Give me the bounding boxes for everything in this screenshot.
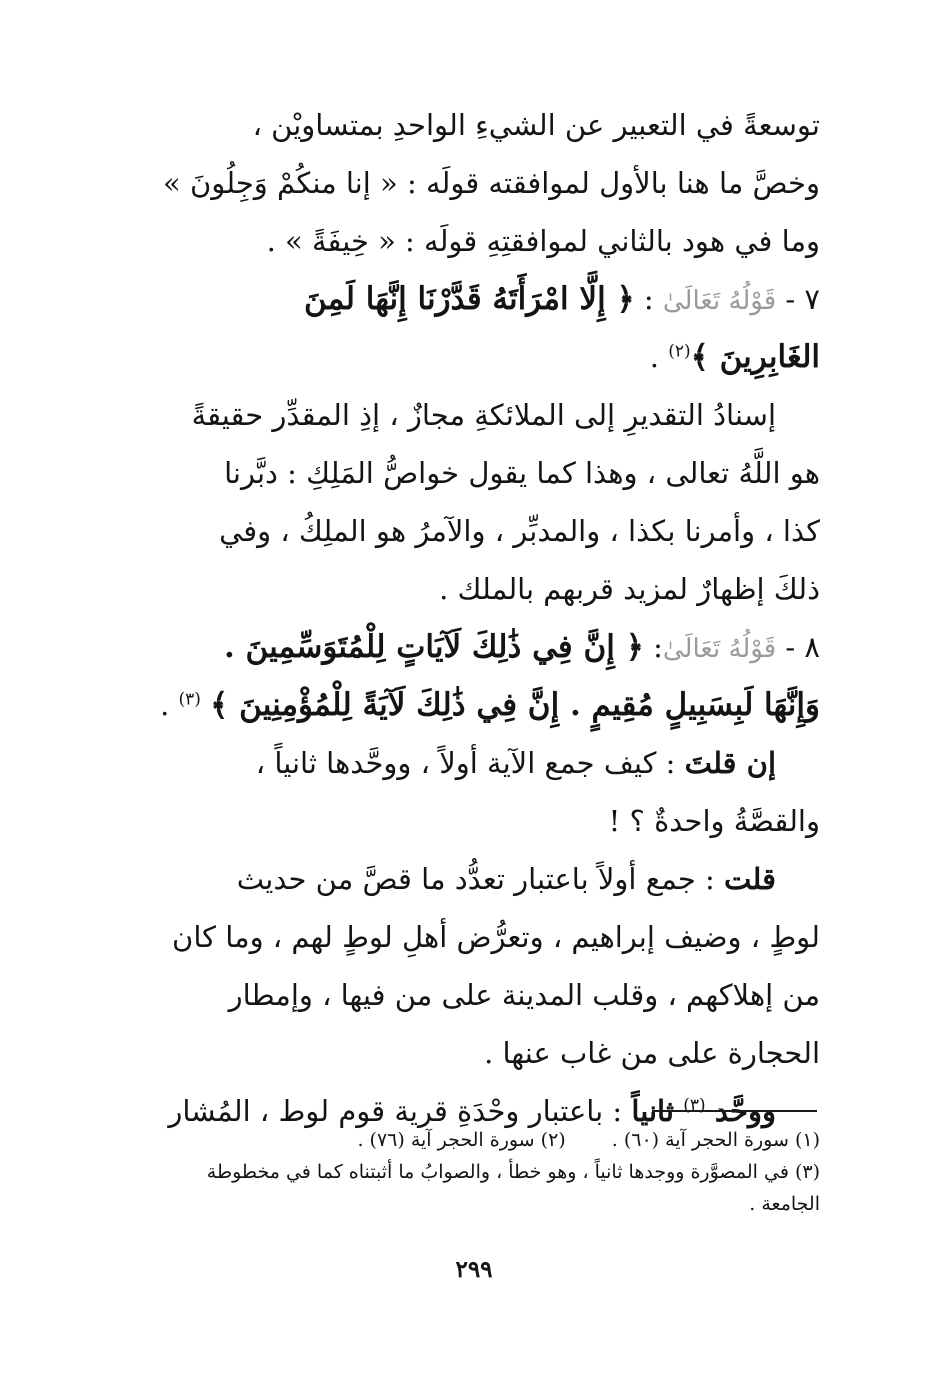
text-line: والقصَّةُ واحدةٌ ؟ ! [608, 804, 820, 838]
text-line: لوطٍ ، وضيف إبراهيم ، وتعرُّض أهلِ لوطٍ لهم ، وما كان [172, 920, 820, 954]
verse-7-line-2 [160, 328, 820, 386]
footnote-line [160, 1124, 820, 1156]
verse-7-line-1 [160, 270, 820, 328]
verse-number: ٧ - [785, 282, 820, 316]
colon: : [653, 630, 663, 664]
quran-text: ﴿ إِنَّ فِي ذَٰلِكَ لَآيَاتٍ لِلْمُتَوَسِّمِينَ . [223, 629, 644, 665]
text-line: توسعةً في التعبير عن الشيءِ الواحدِ بمتساويْن ، [252, 108, 820, 142]
period: . [160, 688, 170, 722]
footnote-3-continued: الجامعة . [749, 1193, 820, 1215]
answer-line [160, 850, 820, 908]
answer-text: : جمع أولاً باعتبار تعدُّد ما قصَّ من حديث [236, 862, 715, 896]
emphasis-label: ثانياً [631, 1094, 674, 1128]
text-line: من إهلاكهم ، وقلب المدينة على من فيها ، وإمطار [228, 978, 820, 1012]
page-number: ٢٩٩ [455, 1256, 493, 1283]
text-line: ذلكَ إظهارٌ لمزيد قربهم بالملك . [439, 572, 820, 606]
question-line [160, 734, 820, 792]
footnote-marker: (٢) [668, 341, 691, 362]
footnote-2: (٢) سورة الحجر آية (٧٦) . [357, 1129, 566, 1151]
period: . [649, 340, 659, 374]
footnote-divider [652, 1110, 817, 1112]
question-text: : كيف جمع الآية أولاً ، ووحَّدها ثانياً ، [255, 746, 676, 780]
footnote-3: (٣) في المصوَّرة ووجدها ثانياً ، وهو خطأ ، والصوابُ ما أثبتناه كما في مخطوطة [206, 1161, 820, 1183]
footnote-marker: (٣) [683, 1095, 706, 1116]
verse-8-line-1 [160, 618, 820, 676]
verse-8-line-2 [160, 676, 820, 734]
text-line: إسنادُ التقديرِ إلى الملائكةِ مجازٌ ، إذِ المقدِّر حقيقةً [191, 398, 776, 432]
quran-text: وَإِنَّهَا لَبِسَبِيلٍ مُقِيمٍ . إِنَّ فِي ذَٰلِكَ لَآيَةً لِلْمُؤْمِنِينَ ﴾ [210, 687, 820, 723]
text-line: وما في هود بالثاني لموافقتِهِ قولَه : « خِيفَةً » . [266, 224, 820, 258]
main-text [160, 96, 820, 1140]
last-text: : باعتبار وحْدَةِ قرية قوم لوط ، المُشار [168, 1094, 623, 1128]
text-line: الحجارة على من غاب عنها . [484, 1036, 820, 1070]
verse-header: قَوْلُهُ تَعَالَىٰ [662, 286, 777, 316]
text-line: هو اللَّهُ تعالى ، وهذا كما يقول خواصُّ المَلِكِ : دبَّرنا [224, 456, 820, 490]
verse-number: ٨ - [785, 630, 820, 664]
footnotes [160, 1124, 820, 1220]
colon: : [643, 282, 654, 316]
footnote-marker: (٣) [178, 689, 201, 710]
text-line: كذا ، وأمرنا بكذا ، والمدبِّر ، والآمرُ هو الملِكُ ، وفي [219, 514, 820, 548]
quran-text: الغَابِرِينَ ﴾ [690, 339, 820, 375]
emphasis-label: ووحَّد [714, 1094, 776, 1128]
text-line: وخصَّ ما هنا بالأول لموافقته قولَه : « إنا منكُمْ وَجِلُونَ » [163, 166, 820, 200]
question-label: إن قلتَ [684, 746, 776, 780]
quran-text: ﴿ إِلَّا امْرَأَتَهُ قَدَّرْنَا إِنَّهَا لَمِنَ [303, 281, 635, 317]
verse-header: قَوْلُهُ تَعَالَىٰ [662, 634, 777, 664]
footnote-1: (١) سورة الحجر آية (٦٠) . [611, 1129, 820, 1151]
answer-label: قلت [724, 862, 776, 896]
